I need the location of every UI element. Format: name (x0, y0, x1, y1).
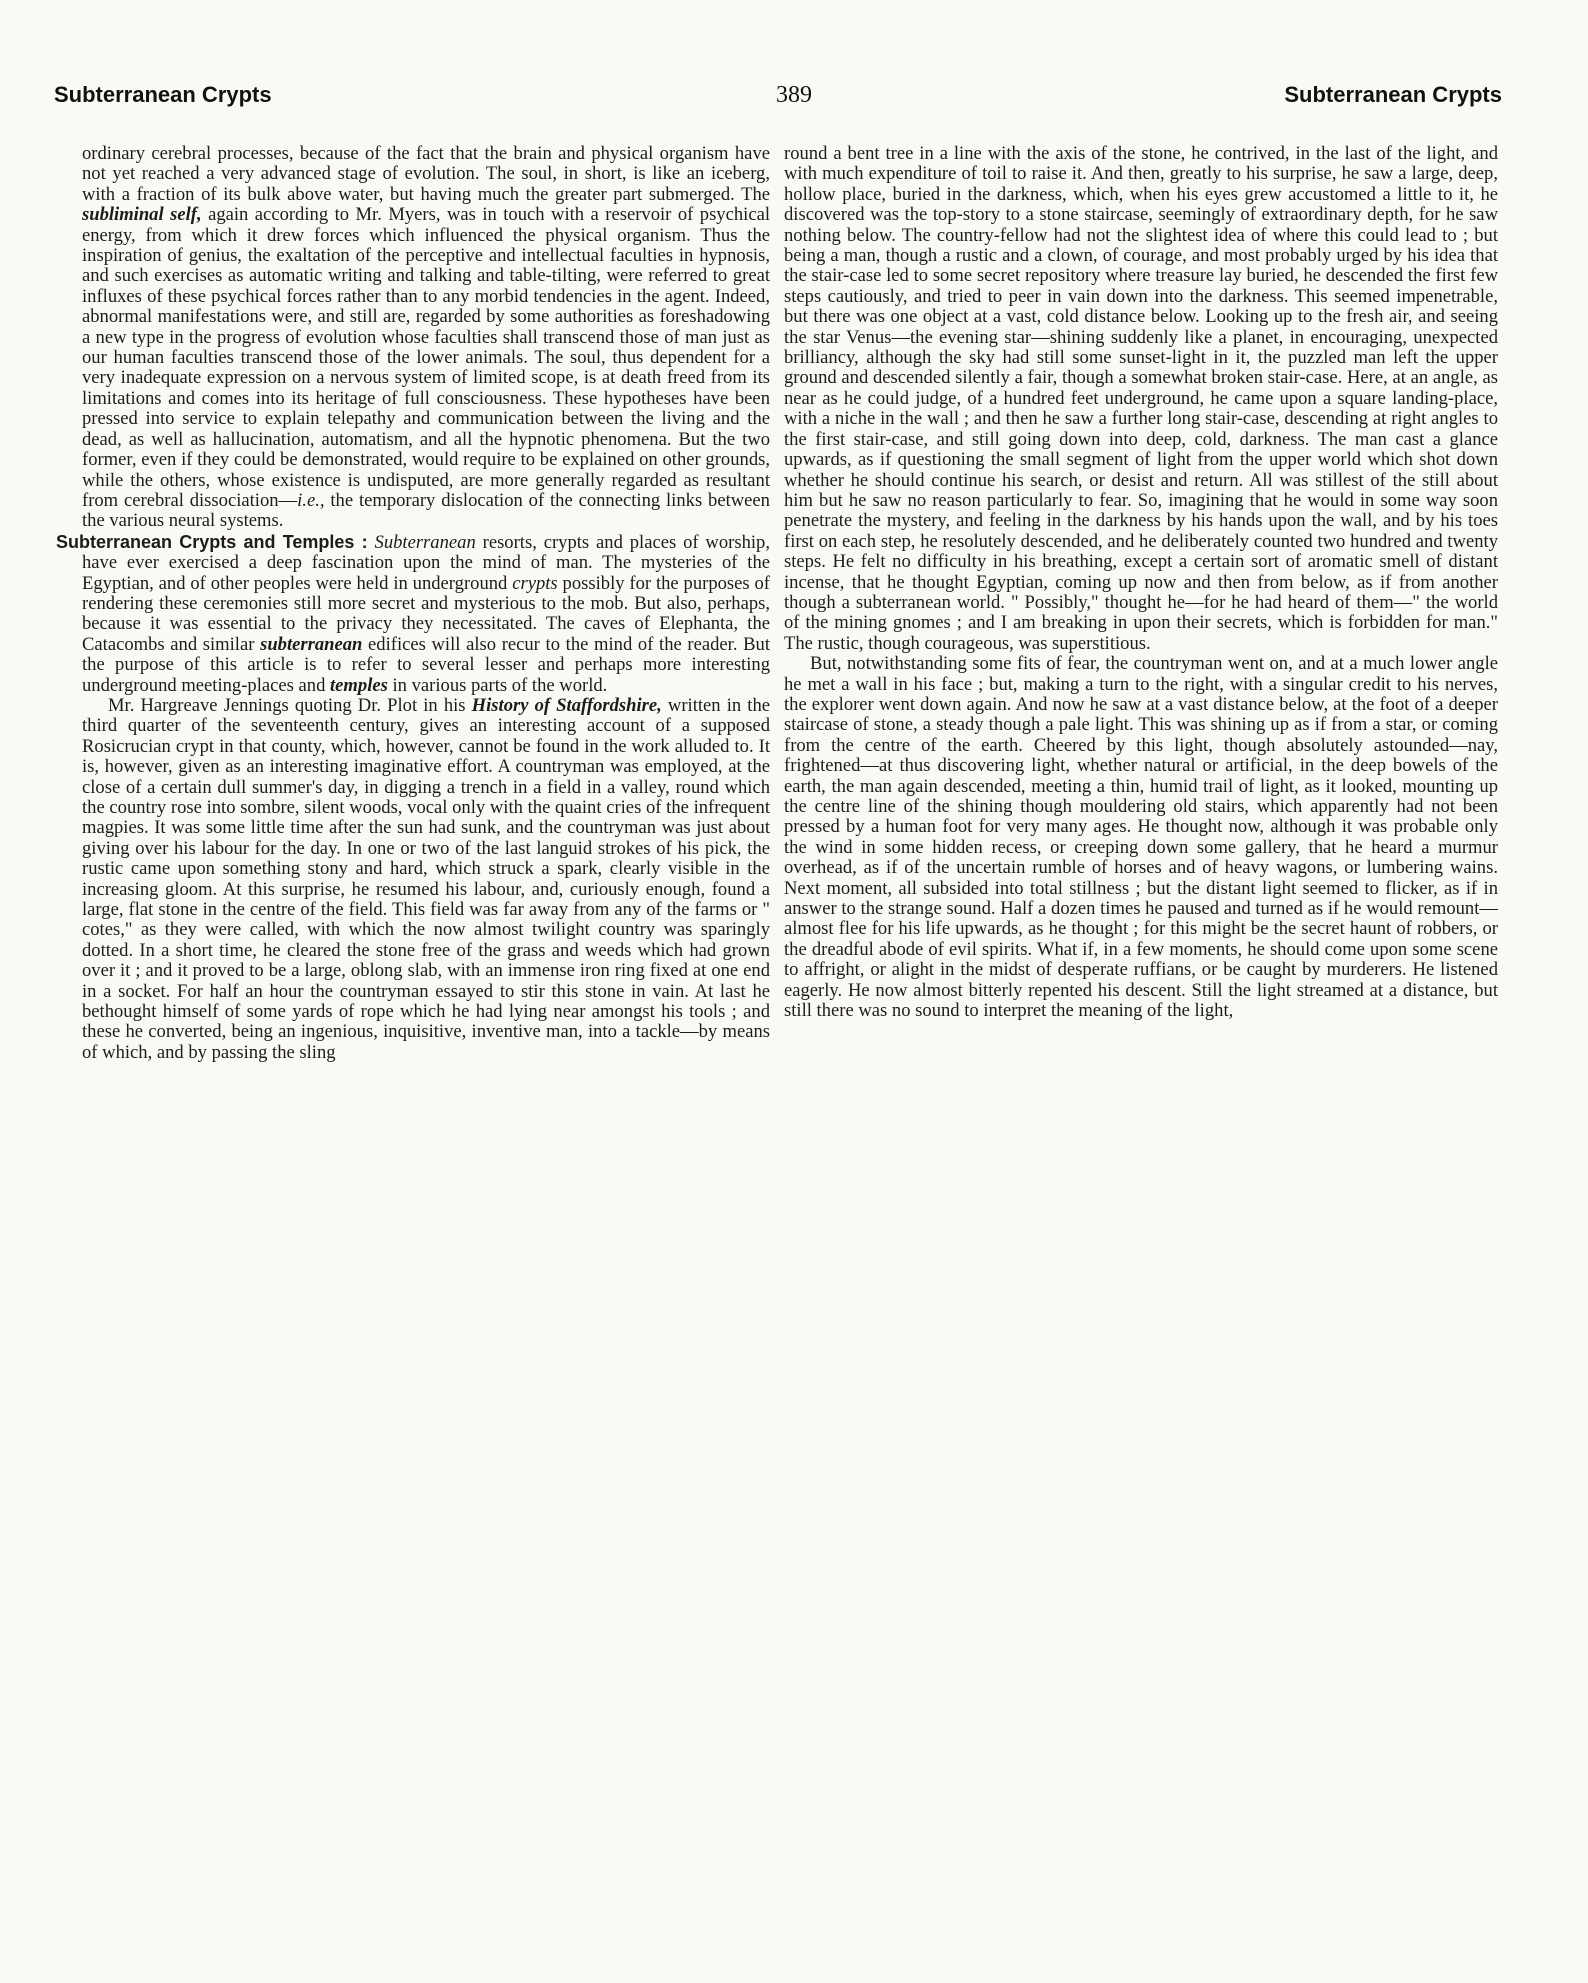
paragraph-staircase: round a bent tree in a line with the axis of the stone, he contrived, in the last of the light, and with much expenditure of toil to raise it. And then, greatly to his surprise, he saw a large, deep, hollow place, buried in the darkness, which, when his eyes grew accustomed a little to it, he discovered was the top-story to a stone staircase, seemingly of extraordinary depth, for he saw nothing below. The country-fellow had not the slightest idea of where this could lead to ; but being a man, though a rustic and a clown, of courage, and most probably urged by his idea that the stair-case led to some secret repository where treasure lay buried, he descended the first few steps cautiously, and tried to peer in vain down into the darkness. This seemed impenetrable, but there was one object at a vast, cold distance below. Looking up to the fresh air, and seeing the star Venus—the evening star—shining suddenly like a planet, in encouraging, unexpected brilliancy, although the sky had still some sunset-light in it, the puzzled man left the upper ground and descended silently a fair, though a somewhat broken stair-case. Here, at an angle, as near as he could judge, of a hundred feet underground, he came upon a square landing-place, with a niche in the wall ; and then he saw a further long stair-case, descending at right angles to the first stair-case, and still going down into deep, cold, darkness. The man cast a glance upwards, as if questioning the small segment of light from the upper world which shot down whether he should continue his search, or desist and return. All was stillest of the still about him but he saw no reason particularly to fear. So, imagining that he would in some way soon penetrate the mystery, and feeling in the darkness by his hands upon the wall, and by his toes first on each step, he resolutely descended, and he deliberately counted two hundred and twenty steps. He felt no difficulty in his breathing, except a certain sort of aromatic smell of distant incense, that he thought Egyptian, coming up now and then from below, as if from another though a subterranean world. " Possibly," thought he—for he had heard of them—" the world of the mining gnomes ; and I am breaking in upon their secrets, which is forbidden for man." The rustic, though courageous, was superstitious. (784, 143, 1498, 654)
paragraph-light: But, notwithstanding some fits of fear, the countryman went on, and at a much lower angle he met a wall in his face ; but, making a turn to the right, with a singular credit to his nerves, the explorer went down again. And now he saw at a vast distance below, at the foot of a deeper staircase of stone, a steady though a pale light. This was shining up as if from a star, or coming from the centre of the earth. Cheered by this light, though absolutely astounded—nay, frightened—at thus discovering light, whether natural or artificial, in the deep bowels of the earth, the man again descended, meeting a thin, humid trail of light, as it looked, mounting up the centre line of the shining though mouldering old stairs, which apparently had not been pressed by a human foot for very many ages. He thought now, although it was probable only the wind in some hidden recess, or creeping down some gallery, that he heard a murmur overhead, as if of the uncertain rumble of horses and of heavy wagons, or lumbering wains. Next moment, all subsided into total stillness ; but the distant light seemed to flicker, as if in answer to the strange sound. Half a dozen times he paused and turned as if he would remount—almost flee for his life upwards, as he thought ; for this might be the secret haunt of robbers, or the dreadful abode of evil spirits. What if, in a few moments, he should come upon some scene to affright, or alight in the midst of desperate ruffians, or be caught by murderers. He listened eagerly. He now almost bitterly repented his descent. Still the light streamed at a distance, but still there was no sound to interpret the meaning of the light, (784, 653, 1498, 1022)
book-title: History of Staffordshire, (471, 694, 662, 716)
term-subliminal-self: subliminal self, (82, 204, 202, 226)
entry-subterranean-crypts: Subterranean Crypts and Temples : Subterranean resorts, crypts and places of worship, have ever exercised a deep fascination upon the mind of man. The mysteries of the Egyptian, and of other peoples were held in underground crypts possibly for the purposes of rendering these ceremonies still more secret and mysterious to the mob. But also, perhaps, because it was essential to the privacy they necessitated. The caves of Elephanta, the Catacombs and similar subterranean edifices will also recur to the mind of the reader. But the purpose of this article is to refer to several lesser and perhaps more interesting underground meeting-places and temples in various parts of the world. (56, 531, 770, 696)
entry-heading: Subterranean Crypts and Temples : (56, 531, 368, 552)
running-header-right: Subterranean Crypts (1284, 82, 1502, 107)
paragraph-hargreave-jennings: Mr. Hargreave Jennings quoting Dr. Plot in his History of Staffordshire, written in the third quarter of the seventeenth century, gives an interesting account of a supposed Rosicrucian crypt in that county, which, however, cannot be found in the work alluded to. It is, however, given as an interesting imaginative effort. A countryman was employed, at the close of a certain dull summer's day, in digging a trench in a field in a valley, round which the country rose into sombre, silent woods, vocal only with the quaint cries of the infrequent magpies. It was some little time after the sun had sunk, and the countryman was just about giving over his labour for the day. In one or two of the last languid strokes of his pick, the rustic came upon something stony and hard, which struck a spark, clearly visible in the increasing gloom. At this surprise, he resumed his labour, and, curiously enough, found a large, flat stone in the centre of the field. This field was far away from any of the farms or " cotes," as they were called, with which the now almost twilight country was sparingly dotted. In a short time, he cleared the stone free of the grass and weeds which had grown over it ; and it proved to be a large, oblong slab, with an immense iron ring fixed at one end in a socket. For half an hour the countryman essayed to stir this stone in vain. At last he bethought himself of some yards of rope which he had lying near amongst his tools ; and these he converted, being an ingenious, inquisitive, inventive man, into a tackle—by means of which, and by passing the sling (82, 694, 770, 1063)
page-number: 389 (776, 82, 812, 108)
right-column (784, 144, 1498, 1021)
paragraph-continued: ordinary cerebral processes, because of the fact that the brain and physical organism have not yet reached a very advanced stage of evolution. The soul, in short, is like an iceberg, with a fraction of its bulk above water, but having much the greater part submerged. The subliminal self, again according to Mr. Myers, was in touch with a reservoir of psychical energy, from which it drew forces which influenced the physical organism. Thus the inspiration of genius, the exaltation of the perceptive and intellectual faculties in hypnosis, and such exercises as automatic writing and talking and table-tilting, were referred to great influxes of these psychical forces rather than to any morbid tendencies in the agent. Indeed, abnormal manifestations were, and still are, regarded by some authorities as foreshadowing a new type in the progress of evolution whose faculties shall transcend those of man just as our human faculties transcend those of the lower animals. The soul, thus dependent for a very inadequate expression on a nervous system of limited scope, is at death freed from its limitations and comes into its heritage of full consciousness. These hypotheses have been pressed into service to explain telepathy and communication between the living and the dead, as well as hallucination, automatism, and all the hypnotic phenomena. But the two former, even if they could be demonstrated, would require to be explained on other grounds, while the others, whose existence is undisputed, are more generally regarded as resultant from cerebral dissociation—i.e., the temporary dislocation of the connecting links between the various neural systems. (82, 143, 770, 532)
left-column (56, 144, 770, 1063)
running-header-left: Subterranean Crypts (54, 82, 272, 107)
